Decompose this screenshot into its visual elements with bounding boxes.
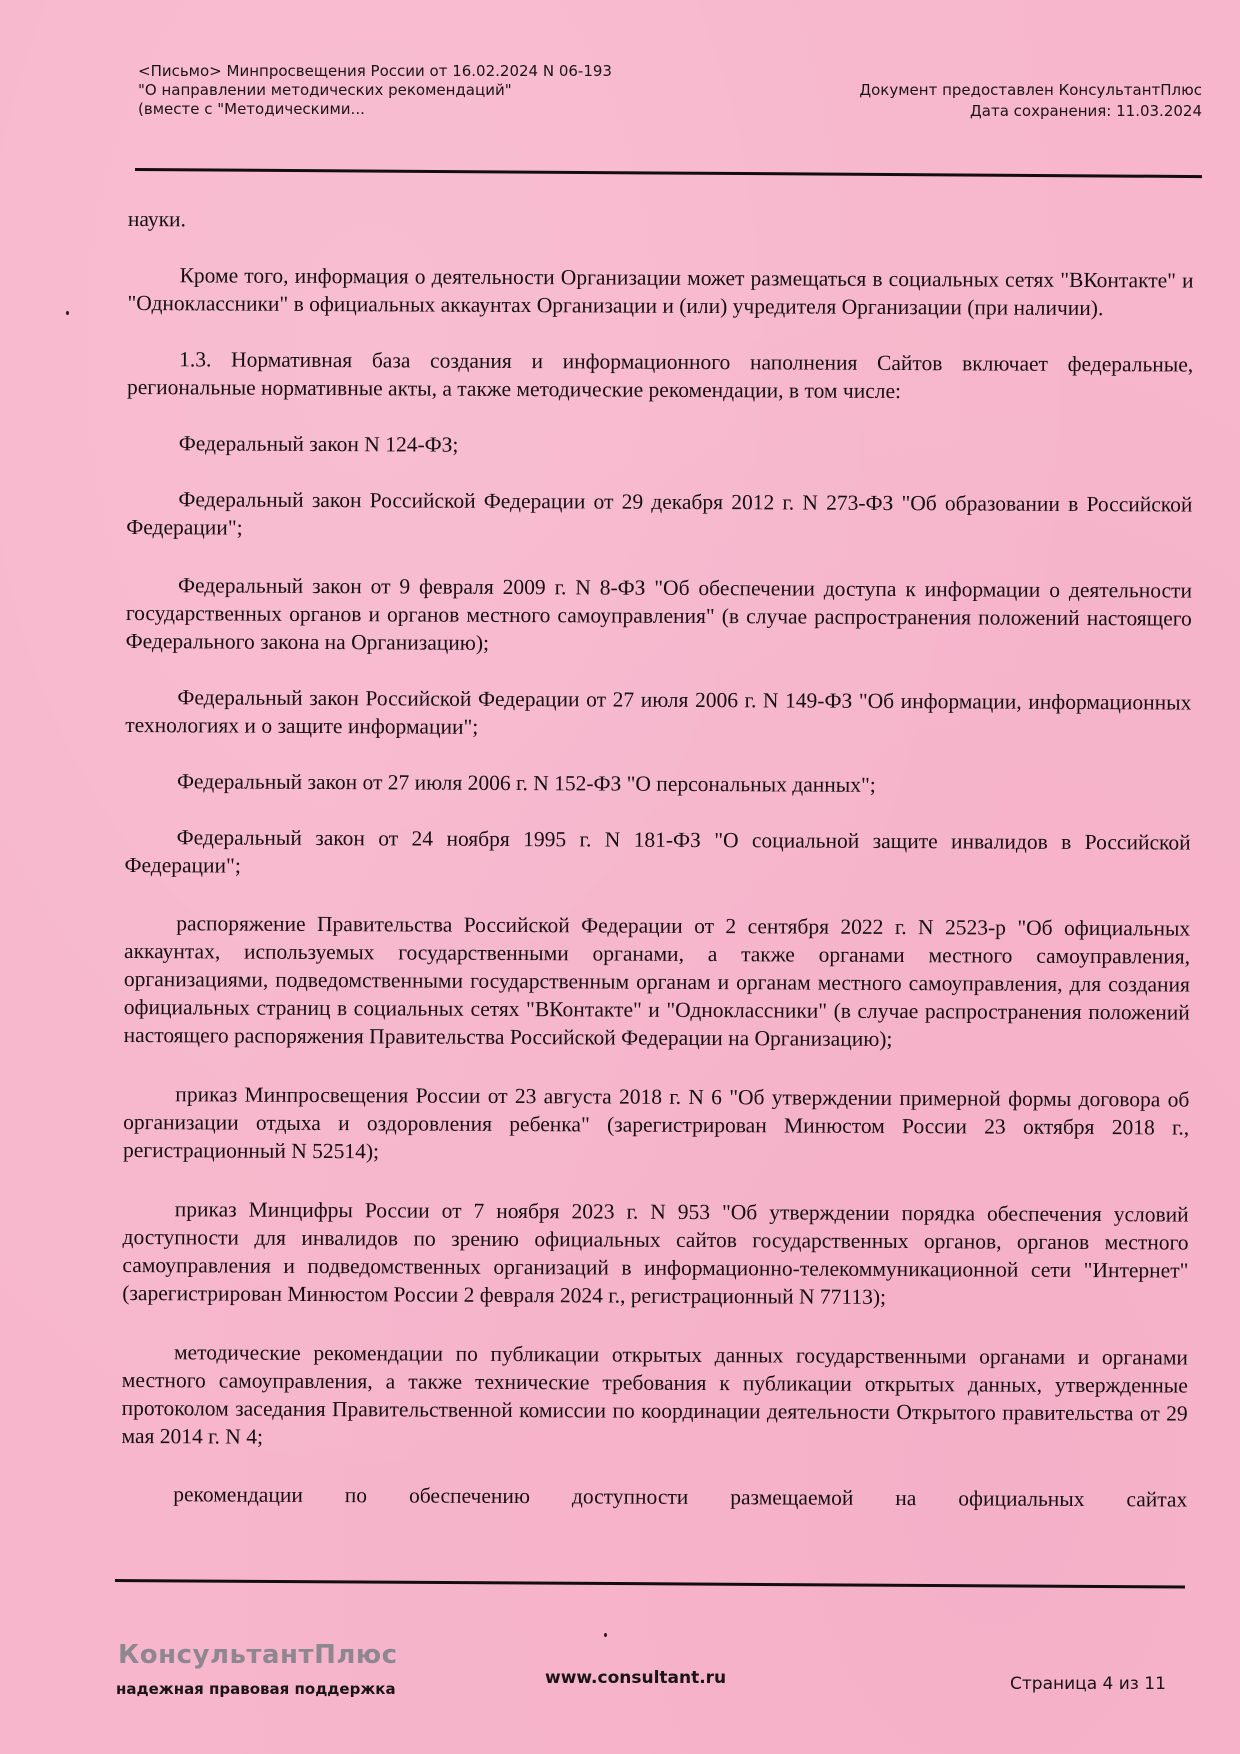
document-body — [121, 205, 1194, 1514]
body-paragraph: 1.3. Нормативная база создания и информационного наполнения Сайтов включает федеральные, региональные нормативные акты, а также методические рекомендации, в том числе: — [126, 347, 1194, 404]
body-paragraph: распоряжение Правительства Российской Федерации от 2 сентября 2022 г. N 2523-р "Об официальных аккаунтах, используемых государственными органами, а также органами местного самоуправления, организациями, подведомственными государственным органам и органам местного самоуправления, для создания официальных страниц в социальных сетях "ВКонтакте" и "Одноклассники" (в случае распространения положений настоящего распоряжения Правительства Российской Федерации на Организацию); — [123, 911, 1191, 1052]
page-number: Страница 4 из 11 — [1010, 1674, 1166, 1694]
document-reference-line: (вместе с "Методическими... — [138, 100, 365, 118]
body-paragraph: рекомендации по обеспечению доступности размещаемой на официальных сайтах — [173, 1482, 1188, 1512]
body-paragraph: методические рекомендации по публикации открытых данных государственными органами и органами местного самоуправления, а также технические требования к публикации открытых данных, утвержденные протоколом заседания Правительственной комиссии по координации деятельности Открытого правительства от 29 мая 2014 г. N 4; — [121, 1340, 1189, 1449]
body-paragraph: Федеральный закон от 9 февраля 2009 г. N 8-ФЗ "Об обеспечении доступа к информации о деятельности государственных органов и органов местного самоуправления" (в случае распространения положений настоящего Федерального закона на Организацию); — [125, 573, 1193, 655]
body-paragraph: науки. — [127, 206, 187, 232]
document-reference-line: "О направлении методических рекомендаций" — [138, 81, 512, 99]
provider-label: Документ предоставлен КонсультантПлюс — [859, 81, 1202, 99]
scan-speck — [604, 1633, 607, 1637]
body-paragraph: Федеральный закон Российской Федерации от 29 декабря 2012 г. N 273-ФЗ "Об образовании в Российской Федерации"; — [126, 487, 1193, 540]
body-paragraph: Федеральный закон от 24 ноября 1995 г. N 181-ФЗ "О социальной защите инвалидов в Российской Федерации"; — [124, 825, 1191, 878]
body-paragraph: Федеральный закон N 124-ФЗ; — [178, 431, 459, 457]
footer-divider — [115, 1579, 1185, 1589]
header-divider — [135, 168, 1202, 178]
document-reference-line: <Письмо> Минпросвещения России от 16.02.2024 N 06-193 — [138, 62, 612, 80]
website-url[interactable]: www.consultant.ru — [545, 1668, 727, 1688]
body-paragraph: приказ Минцифры России от 7 ноября 2023 г. N 953 "Об утверждении порядка обеспечения условий доступности для инвалидов по зрению официальных сайтов государственных органов, органов местного самоуправления и подведомственных организаций в информационно-телекоммуникационной сети "Интернет" (зарегистрирован Минюстом России 2 февраля 2024 г., регистрационный N 77113); — [122, 1197, 1189, 1309]
logo-tagline: надежная правовая поддержка — [116, 1680, 396, 1698]
body-paragraph: Федеральный закон от 27 июля 2006 г. N 152-ФЗ "О персональных данных"; — [176, 769, 876, 797]
body-paragraph: Кроме того, информация о деятельности Организации может размещаться в социальных сетях "ВКонтакте" и "Одноклассники" в официальных аккаунтах Организации и (или) учредителя Организации (при наличии). — [127, 263, 1194, 321]
body-paragraph: Федеральный закон Российской Федерации от 27 июля 2006 г. N 149-ФЗ "Об информации, информационных технологиях и о защите информации"; — [125, 685, 1192, 739]
consultantplus-logo: КонсультантПлюс — [118, 1640, 398, 1670]
saved-date: Дата сохранения: 11.03.2024 — [970, 102, 1202, 120]
document-reference — [138, 62, 658, 119]
scan-speck — [66, 311, 69, 315]
body-paragraph: приказ Минпросвещения России от 23 августа 2018 г. N 6 "Об утверждении примерной формы договора об организации отдыха и оздоровления ребенка" (зарегистрирован Минюстом России 23 октября 2018 г., регистрационный N 52514); — [122, 1082, 1190, 1164]
provider-info — [682, 80, 1202, 122]
